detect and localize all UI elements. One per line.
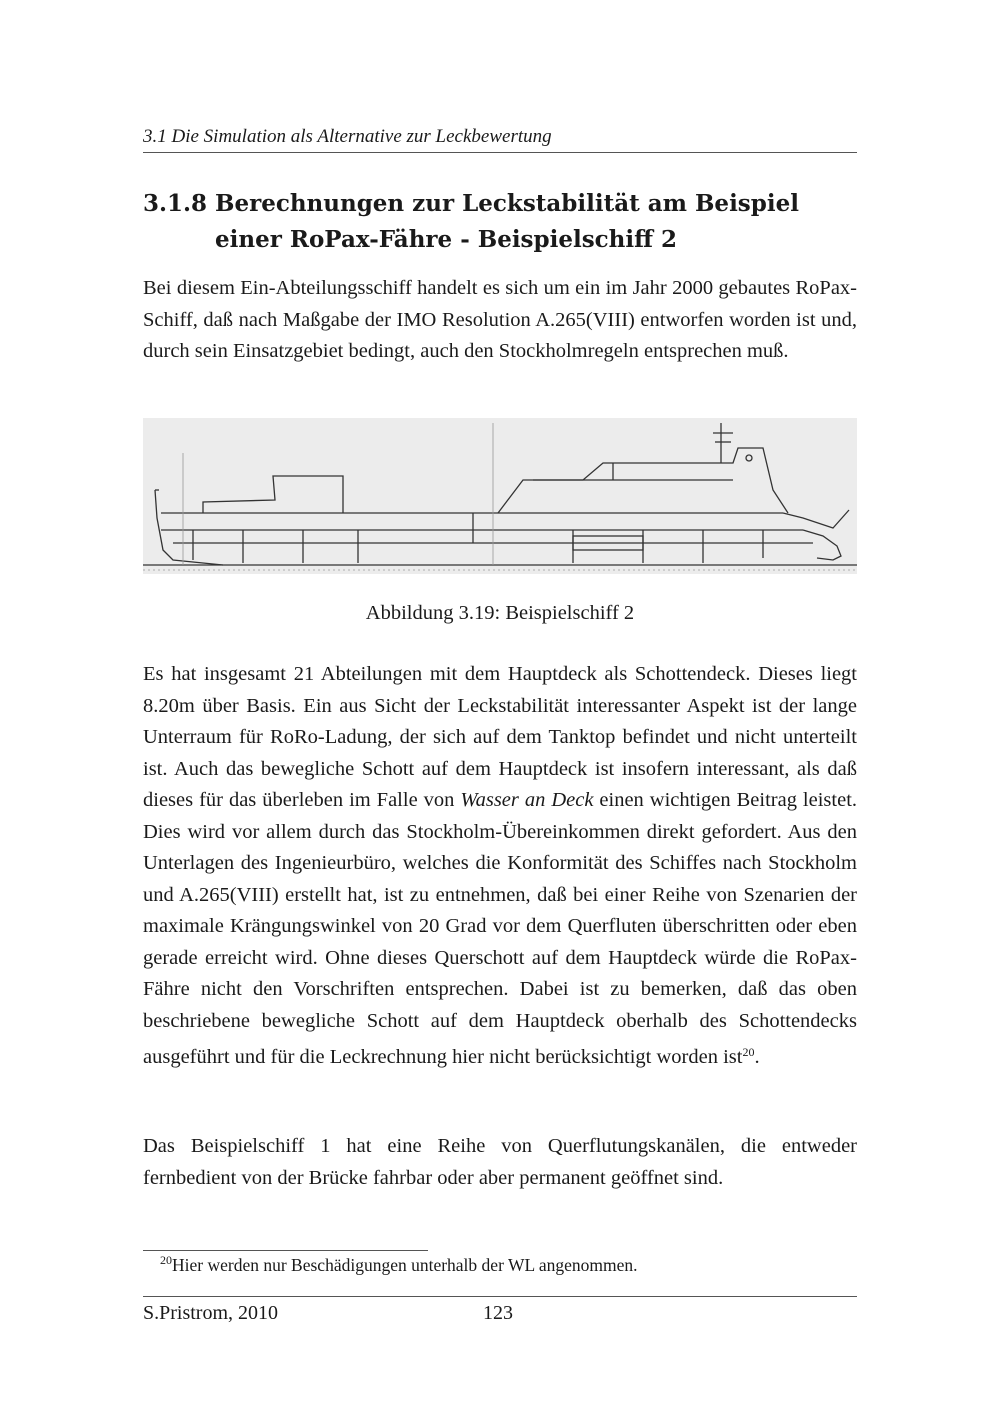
paragraph-closing: Das Beispielschiff 1 hat eine Reihe von Querflutungskanälen, die entweder fernbedient von der Brücke fahrbar oder aber permanent geöffnet sind. xyxy=(143,1135,857,1189)
footnote-mark: 20 xyxy=(160,1253,172,1267)
footnote-reference[interactable]: 20 xyxy=(742,1045,755,1059)
footer-divider xyxy=(143,1296,857,1297)
footnote xyxy=(160,1253,850,1276)
footnote-text: Hier werden nur Beschädigungen unterhalb der WL angenommen. xyxy=(172,1255,638,1275)
section-number: 3.1.8 xyxy=(143,190,208,217)
running-head: 3.1 Die Simulation als Alternative zur Leckbewertung xyxy=(143,126,857,153)
ship-profile-drawing xyxy=(143,418,857,574)
footnote-divider xyxy=(143,1250,428,1251)
paragraph-main-text-1: Es hat insgesamt 21 Abteilungen mit dem Hauptdeck als Schottendeck. Dieses liegt 8.20m über Basis. Ein aus Sicht der Leckstabilität interessanter Aspekt ist der lange Unterraum für RoRo-Ladung, der sich auf dem Tanktop befindet und nicht unterteilt ist. Auch das bewegliche Schott auf dem Hauptdeck ist insofern interessant, als daß dieses für das überleben im Falle von xyxy=(143,663,857,811)
paragraph-main xyxy=(143,659,857,1074)
paragraph-main-italic: Wasser an Deck xyxy=(460,789,594,811)
figure-caption: Abbildung 3.19: Beispielschiff 2 xyxy=(365,602,635,624)
paragraph-intro: Bei diesem Ein-Abteilungsschiff handelt es sich um ein im Jahr 2000 gebautes RoPax-Schiff, daß nach Maßgabe der IMO Resolution A.265(VIII) entworfen worden ist und, durch sein Einsatzgebiet bedingt, auch den Stockholmregeln entsprechen muß. xyxy=(143,277,857,362)
ship-profile-figure xyxy=(143,418,857,574)
footer-author: S.Pristrom, 2010 xyxy=(143,1302,279,1324)
paragraph-main-text-end: . xyxy=(754,1046,760,1068)
page-number: 123 xyxy=(483,1302,513,1324)
paragraph-main-text-2: einen wichtigen Beitrag leistet. Dies wird vor allem durch das Stockholm-Übereinkommen direkt gefordert. Aus den Unterlagen des Ingenieurbüro, welches die Konformität des Schiffes nach Stockholm und A.265(VIII) erstellt hat, ist zu entnehmen, daß bei einer Reihe von Szenarien der maximale Krängungswinkel von 20 Grad vor dem Querfluten überschritten oder eben gerade erreicht wird. Ohne dieses Querschott auf dem Hauptdeck würde die RoPax-Fähre nicht den Vorschriften entsprechen. Dabei ist zu bemerken, daß das oben beschriebene bewegliche Schott auf dem Hauptdeck oberhalb des Schottendecks ausgeführt und für die Leckrechnung hier nicht berücksichtigt worden ist xyxy=(143,789,858,1068)
section-heading xyxy=(143,186,857,258)
section-title: Berechnungen zur Leckstabilität am Beispiel einer RoPax-Fähre - Beispielschiff 2 xyxy=(215,190,799,253)
